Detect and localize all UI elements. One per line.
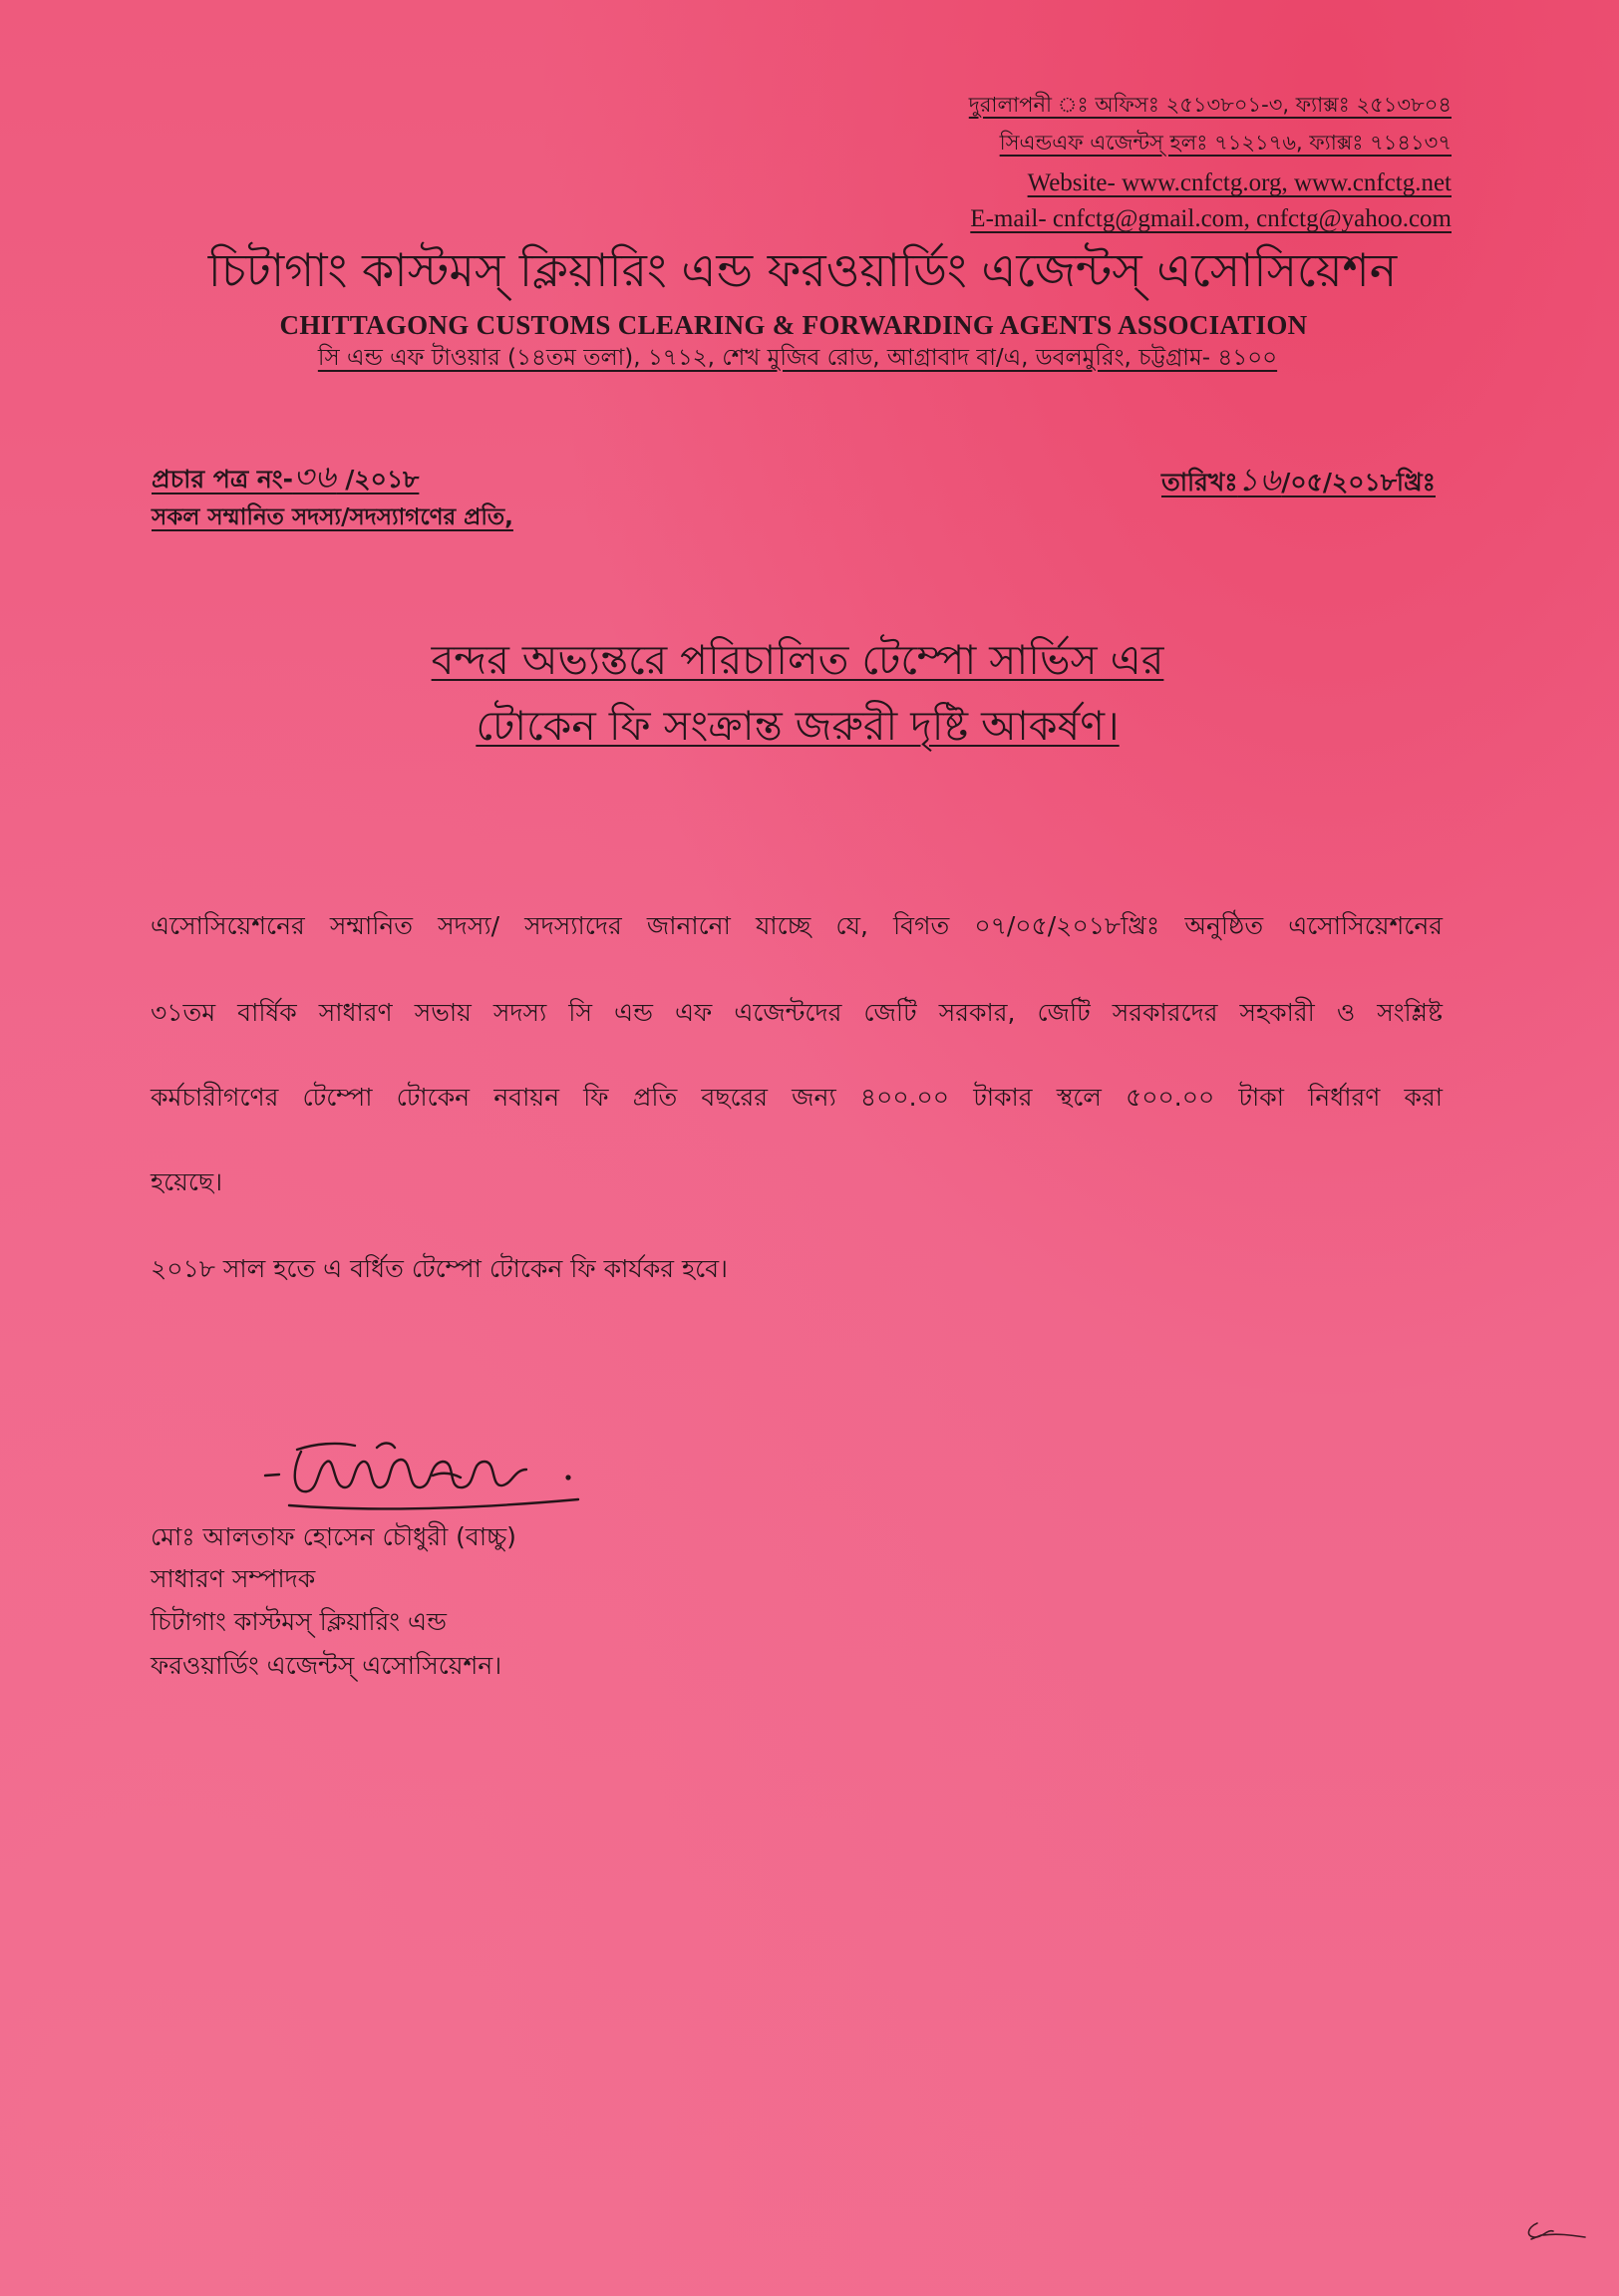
signatory-name: মোঃ আলতাফ হোসেন চৌধুরী (বাচ্চু) — [151, 1522, 516, 1551]
subject-line-1 — [299, 635, 1296, 686]
circular-date-text — [1160, 461, 1436, 498]
signatory-organization-line-2: ফরওয়ার্ডিং এজেন্টস্ এসোসিয়েশন। — [151, 1651, 502, 1680]
circular-date — [917, 460, 1436, 499]
association-address — [229, 344, 1366, 373]
addressee-text: সকল সম্মানিত সদস্য/সদস্যাগণের প্রতি, — [152, 504, 513, 530]
email-text: E-mail- cnfctg@gmail.com, cnfctg@yahoo.com — [970, 205, 1452, 232]
circular-year: /২০১৮ — [336, 465, 420, 493]
date-prefix: তারিখঃ — [1160, 468, 1238, 496]
circular-number — [152, 457, 670, 496]
agents-hall-line — [634, 130, 1452, 156]
pen-mark — [1513, 2213, 1589, 2247]
phone-fax-line — [634, 92, 1452, 118]
body-line: কর্মচারীগণের টেম্পো টোকেন নবায়ন ফি প্রতি বছরের জন্য ৪০০.০০ টাকার স্থলে ৫০০.০০ টাকা নির্ধারণ করা — [151, 1083, 1443, 1112]
addressee — [152, 503, 770, 532]
association-name-english: CHITTAGONG CUSTOMS CLEARING & FORWARDING AGENTS ASSOCIATION — [279, 310, 1308, 340]
subject-line-1-text: বন্দর অভ্যন্তরে পরিচালিত টেম্পো সার্ভিস এর — [431, 636, 1164, 684]
signatory-designation: সাধারণ সম্পাদক — [151, 1564, 316, 1593]
signatory-organization-line-1: চিটাগাং কাস্টমস্ ক্লিয়ারিং এন্ড — [151, 1607, 447, 1636]
circular-prefix: প্রচার পত্র নং- — [152, 465, 293, 493]
website-text: Website- www.cnfctg.org, www.cnfctg.net — [1027, 169, 1452, 196]
agents-hall-text: সিএন্ডএফ এজেন্টস্ হলঃ ৭১২১৭৬, ফ্যাক্সঃ ৭১৪১৩৭ — [999, 131, 1452, 155]
subject-line-2 — [299, 701, 1296, 752]
date-rest: /০৫/২০১৮খ্রিঃ — [1281, 468, 1436, 496]
address-text: সি এন্ড এফ টাওয়ার (১৪তম তলা), ১৭১২, শেখ মুজিব রোড, আগ্রাবাদ বা/এ, ডবলমুরিং, চট্টগ্রাম- ৪১০০ — [317, 345, 1278, 371]
association-name-bengali: চিটাগাং কাস্টমস্ ক্লিয়ারিং এন্ড ফরওয়ার্ডিং এজেন্টস্ এসোসিয়েশন — [207, 243, 1398, 297]
email-line — [634, 203, 1452, 234]
circular-number-text — [152, 458, 420, 495]
body-paragraph-2: ২০১৮ সাল হতে এ বর্ধিত টেম্পো টোকেন ফি কার্যকর হবে। — [151, 1254, 728, 1283]
body-line: হয়েছে। — [151, 1167, 223, 1196]
website-line — [634, 167, 1452, 198]
phone-fax-text: দুরালাপনী ঃ অফিসঃ ২৫১৩৮০১-৩, ফ্যাক্সঃ ২৫১৩৮০৪ — [968, 93, 1452, 117]
body-line: ৩১তম বার্ষিক সাধারণ সভায় সদস্য সি এন্ড এফ এজেন্টদের জেটি সরকার, জেটি সরকারদের সহকারী ও সংশ্লিষ্ট — [151, 998, 1443, 1027]
subject-line-2-text: টোকেন ফি সংক্রান্ত জরুরী দৃষ্টি আকর্ষণ। — [476, 702, 1120, 750]
signature — [257, 1432, 586, 1523]
body-line: এসোসিয়েশনের সম্মানিত সদস্য/ সদস্যাদের জানানো যাচ্ছে যে, বিগত ০৭/০৫/২০১৮খ্রিঃ অনুষ্ঠিত এসোসিয়েশনের — [151, 911, 1443, 940]
date-day-handwritten: ১৬ — [1237, 461, 1282, 498]
circular-number-handwritten: ৩৬ — [292, 458, 337, 495]
